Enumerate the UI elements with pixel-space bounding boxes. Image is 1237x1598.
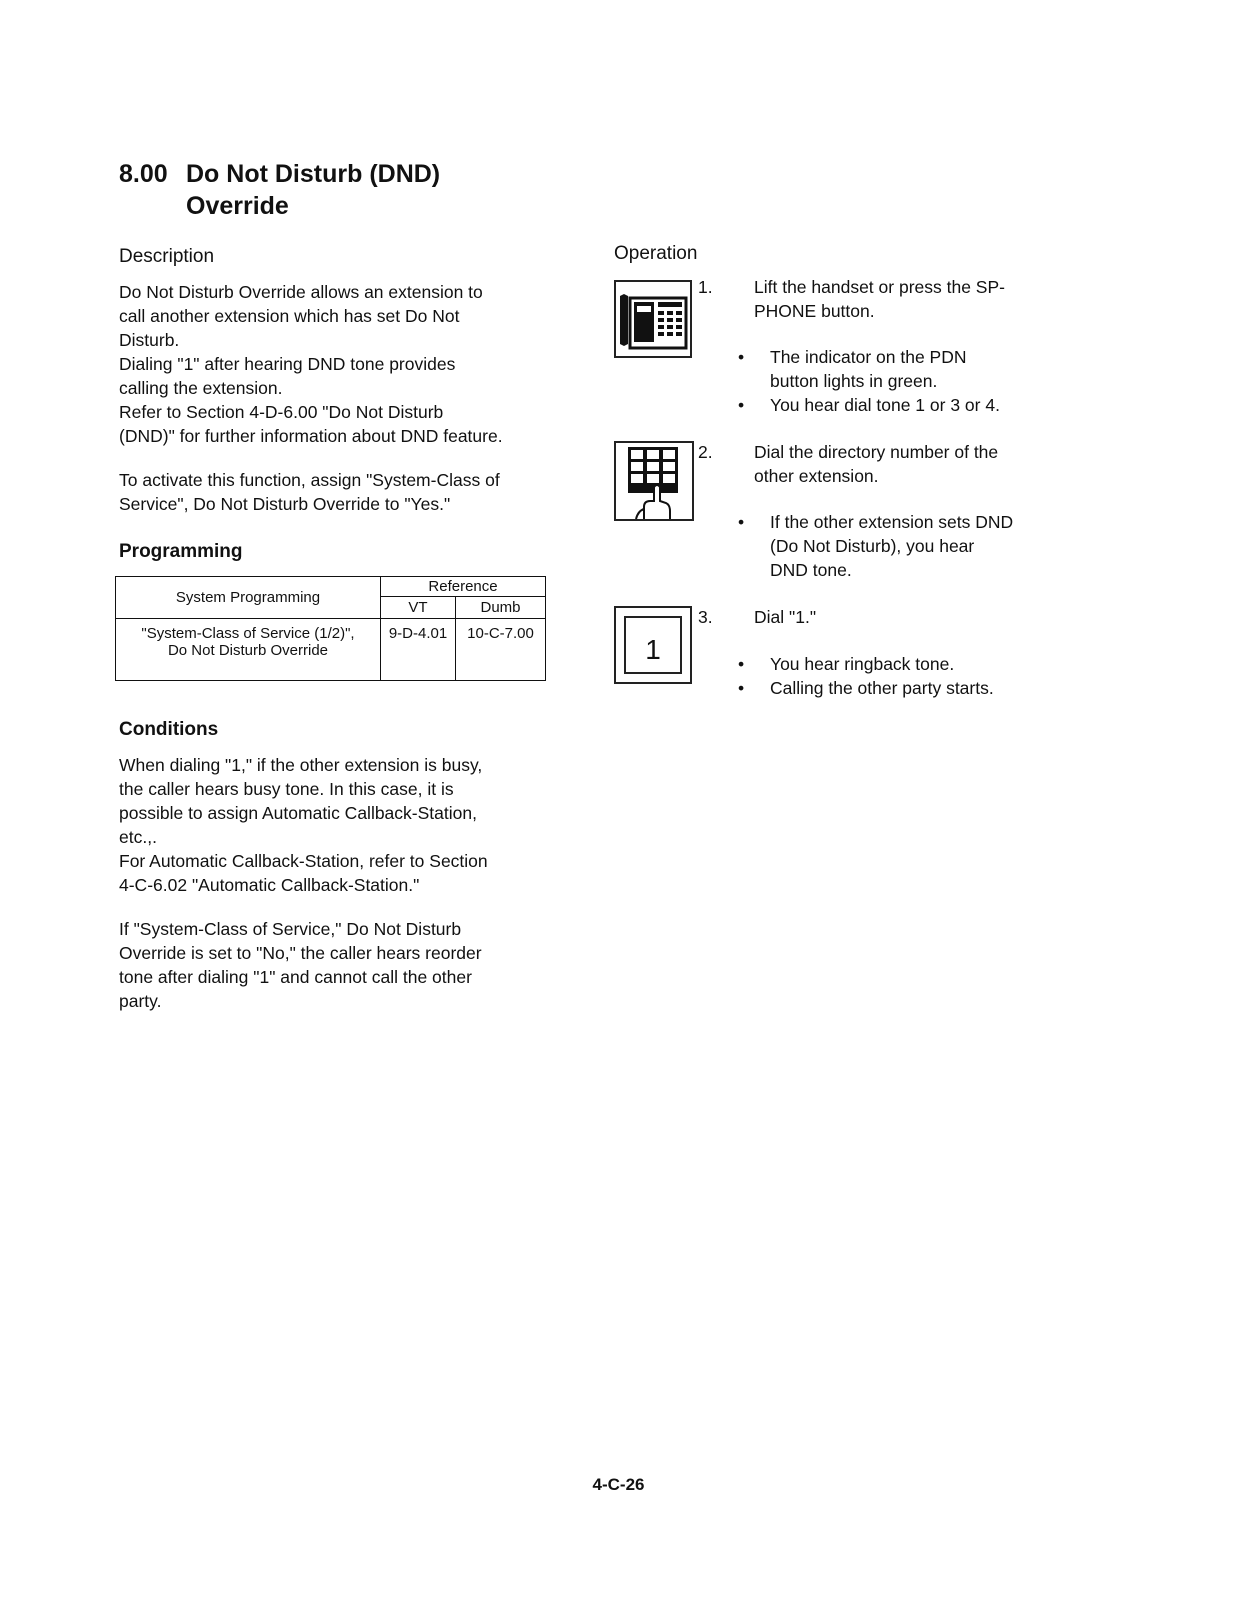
step-3-number: 3. <box>698 607 713 627</box>
col-reference: Reference <box>381 577 546 597</box>
col-vt: VT <box>381 597 456 619</box>
row-item-line-1: "System-Class of Service (1/2)", <box>141 625 355 642</box>
step-2-text: Dial the directory number of the other extension. <box>754 442 999 486</box>
description-heading: Description <box>119 246 215 267</box>
section-title <box>119 158 440 222</box>
conditions-text-2: If "System-Class of Service," Do Not Disturb Override is set to "No," the caller hears reorder tone after dialing "1" and cannot call the other party. <box>119 919 482 1011</box>
row-item <box>116 619 381 681</box>
step-3-text: Dial "1." <box>754 607 817 627</box>
step-3-bullet-2: • Calling the other party starts. <box>738 678 994 698</box>
row-dumb: 10-C-7.00 <box>456 619 546 681</box>
step-1-text: Lift the handset or press the SP- PHONE button. <box>754 277 1005 321</box>
step-2-bullet-1: • If the other extension sets DND (Do Not Disturb), you hear DND tone. <box>738 512 1014 580</box>
title-line-1: Do Not Disturb (DND) <box>186 160 441 188</box>
operation-heading: Operation <box>614 243 698 264</box>
activate-text: To activate this function, assign "System-Class of Service", Do Not Disturb Override to "Yes." <box>119 470 500 514</box>
section-number: 8.00 <box>119 160 168 188</box>
dial-pad-icon <box>614 441 694 521</box>
row-item-line-2: Do Not Disturb Override <box>167 642 329 659</box>
step-2 <box>698 440 1094 488</box>
telephone-icon <box>614 280 692 358</box>
row-vt: 9-D-4.01 <box>381 619 456 681</box>
page-number: 4-C-26 <box>592 1475 645 1494</box>
key-one-icon <box>614 606 692 684</box>
programming-table <box>115 576 546 681</box>
col-dumb: Dumb <box>456 597 546 619</box>
step-1-bullet-2: • You hear dial tone 1 or 3 or 4. <box>738 395 1000 415</box>
step-3-bullet-1: • You hear ringback tone. <box>738 654 955 674</box>
step-1 <box>698 275 1094 323</box>
step-2-number: 2. <box>698 442 713 462</box>
programming-heading: Programming <box>119 541 243 562</box>
key-one-label: 1 <box>645 634 661 665</box>
title-line-2: Override <box>186 192 289 220</box>
step-1-number: 1. <box>698 277 713 297</box>
step-1-bullet-1: • The indicator on the PDN button lights in green. <box>738 347 967 391</box>
conditions-heading: Conditions <box>119 719 219 740</box>
step-3 <box>698 605 1094 629</box>
description-text: Do Not Disturb Override allows an extension to call another extension which has set Do Not Disturb. Dialing "1" after hearing DND tone provides calling the extension. Refer to Section 4-D-6.00 "Do Not Disturb (DND)" for further information about DND feature. <box>119 282 503 446</box>
col-system-programming: System Programming <box>116 577 381 619</box>
conditions-text-1: When dialing "1," if the other extension is busy, the caller hears busy tone. In this case, it is possible to assign Automatic Callback-Station, etc.,. For Automatic Callback-Station, refer to Section 4-C-6.02 "Automatic Callback-Station." <box>119 755 488 895</box>
